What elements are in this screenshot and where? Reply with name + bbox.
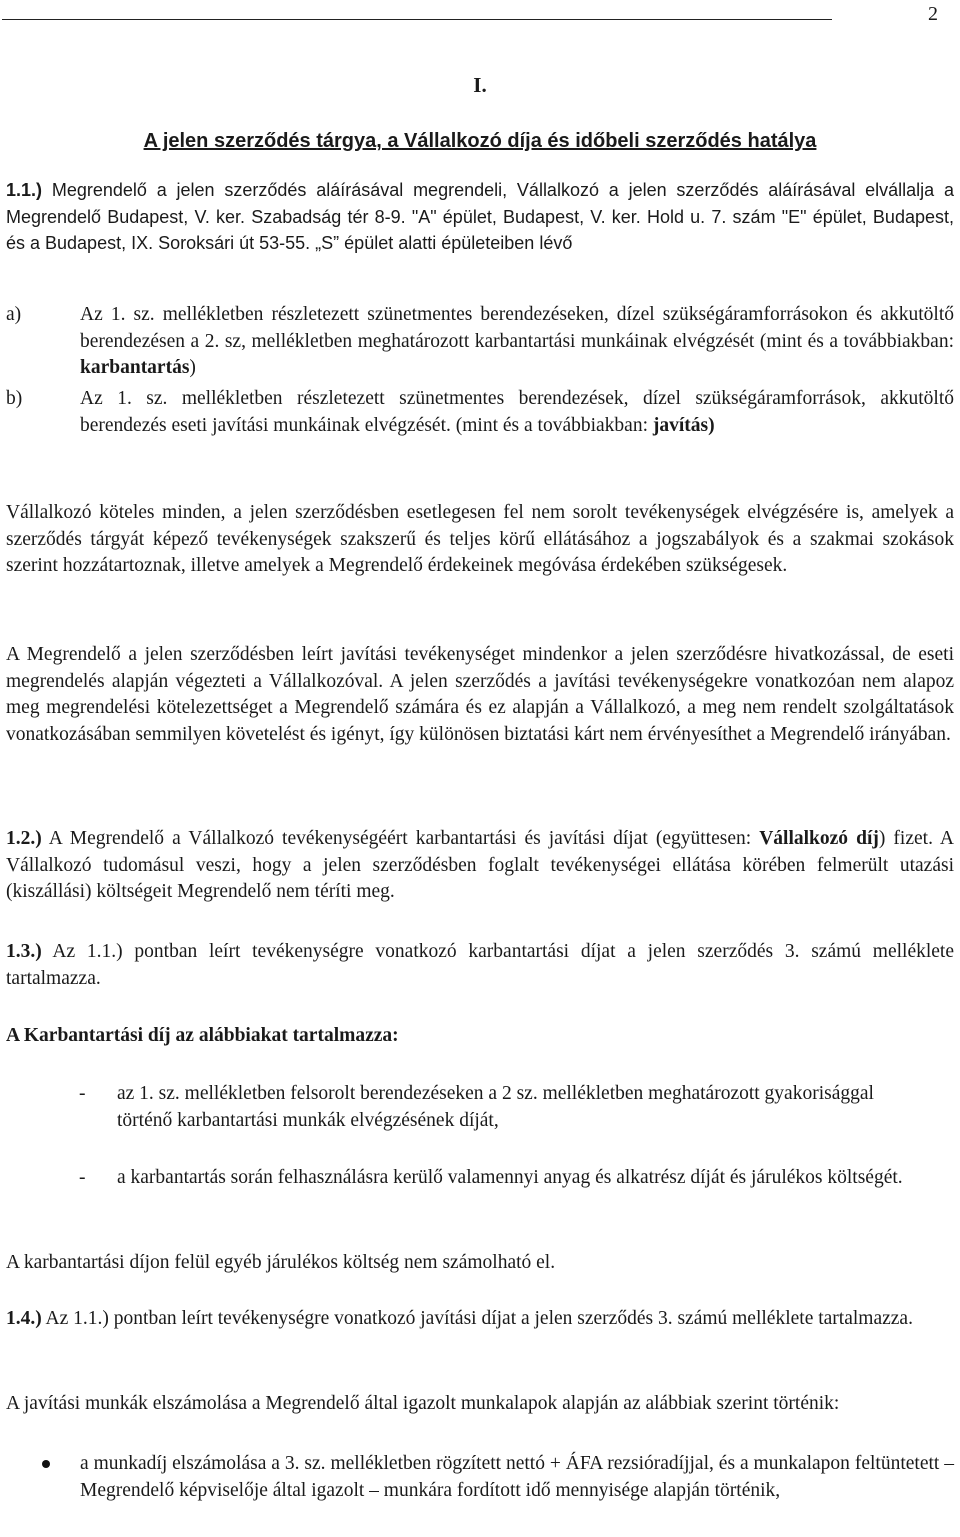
clause-number: 1.4.) [6, 1308, 42, 1329]
item-a-label: a) [6, 304, 22, 325]
clause-text: Az 1.1.) pontban leírt tevékenységre vonatkozó javítási díjat a jelen szerződés 3. számú melléklete tartalmazza. [41, 1308, 913, 1329]
term-javitas: javítás) [652, 414, 715, 436]
page-number: 2 [928, 3, 938, 25]
fee-item-1-marker: - [79, 1083, 86, 1104]
clause-number: 1.2.) [6, 828, 42, 849]
section-number: I. [473, 73, 487, 97]
clause-1-3 [6, 939, 954, 992]
fee-item-1: az 1. sz. mellékletben felsorolt berendezéseken a 2 sz. mellékletben meghatározott gyakorisággal történő karbantartási munkák elvégzésének díját, [117, 1083, 874, 1131]
paragraph-obligations: Vállalkozó köteles minden, a jelen szerződésben esetlegesen fel nem sorolt tevékenységek elvégzésére is, amelyek a szerződés tárgyát képező tevékenységek szakszerű és teljes körű ellátásához a jogszabályok és a szakmai szokások szerint hozzátartoznak, illetve amelyek a Megrendelő érdekeinek megóvása érdekében szükségesek. [6, 502, 954, 576]
item-b [80, 386, 954, 439]
clause-1-4 [6, 1306, 954, 1333]
clause-number: 1.1.) [6, 180, 43, 200]
clause-text: Az 1.1.) pontban leírt tevékenységre vonatkozó karbantartási díjat a jelen szerződés 3. számú melléklete tartalmazza. [6, 941, 954, 989]
clause-number: 1.3.) [6, 941, 42, 962]
clause-text-end: ) fizet. A Vállalkozó tudomásul veszi, hogy a jelen szerződésben foglalt tevékenységei ellátása körében felmerült utazási (kiszállási) költségeit Megrendelő nem téríti meg. [6, 828, 955, 902]
item-a-text-end: ) [189, 357, 196, 378]
paragraph-no-extra-cost: A karbantartási díjon felül egyéb járulékos költség nem számolható el. [6, 1252, 556, 1273]
clause-1-1 [6, 177, 954, 257]
clause-1-2 [6, 826, 954, 906]
paragraph-billing: A javítási munkák elszámolása a Megrendelő által igazolt munkalapok alapján az alábbiak szerint történik: [6, 1393, 840, 1414]
header-rule [2, 19, 832, 20]
item-b-text: Az 1. sz. mellékletben részletezett szünetmentes berendezések, dízel szükségáramforrások, akkutöltő berendezés eseti javítási munkáinak elvégzését. (mint és a továbbiakban: [80, 388, 954, 436]
term-karbantartas: karbantartás [80, 357, 190, 378]
bullet-icon [42, 1460, 50, 1468]
billing-item-1: a munkadíj elszámolása a 3. sz. mellékletben rögzített nettó + ÁFA rezsióradíjjal, és a munkalapon feltüntetett – Megrendelő képviselője által igazolt – munkára fordított idő mennyisége alapján történik, [80, 1453, 954, 1501]
paragraph-orders: A Megrendelő a jelen szerződésben leírt javítási tevékenységet mindenkor a jelen szerződésre hivatkozással, de eseti megrendelés alapján végezteti a Vállalkozóval. A jelen szerződés a javítási tevékenységekre vonatkozóan nem alapoz meg megrendelési kötelezettséget a Megrendelő számára és ez alapján a Vállalkozó, a meg nem rendelt szolgáltatások vonatkozásában semmilyen követelést és igényt, így különösen biztatási kárt nem érvényesíthet a Megrendelő irányában. [6, 644, 954, 745]
fee-item-2: a karbantartás során felhasználásra kerülő valamennyi anyag és alkatrész díját és járulékos költségét. [117, 1167, 903, 1188]
item-a [80, 302, 954, 382]
item-a-text: Az 1. sz. mellékletben részletezett szünetmentes berendezéseken, dízel szükségáramforrásokon és akkutöltő berendezésen a 2. sz, mellékletben meghatározott karbantartási munkáinak elvégzését (mint és a továbbiakban: [80, 304, 954, 352]
item-b-label: b) [6, 388, 23, 409]
clause-text: A Megrendelő a Vállalkozó tevékenységéért karbantartási és javítási díjat (együttesen: [41, 828, 760, 849]
fee-heading: A Karbantartási díj az alábbiakat tartalmazza: [6, 1025, 399, 1046]
fee-item-2-marker: - [79, 1167, 86, 1188]
section-title: A jelen szerződés tárgya, a Vállalkozó díja és időbeli szerződés hatálya [143, 130, 817, 152]
clause-text: Megrendelő a jelen szerződés aláírásával megrendeli, Vállalkozó a jelen szerződés aláírásával elvállalja a Megrendelő Budapest, V. ker. Szabadság tér 8-9. "A" épület, Budapest, V. ker. Hold u. 7. szám "E" épület, Budapest, és a Budapest, IX. Soroksári út 53-55. „S” épület alatti épületeiben lévő [6, 180, 954, 253]
term-vallalkozo-dij: Vállalkozó díj [759, 828, 879, 849]
